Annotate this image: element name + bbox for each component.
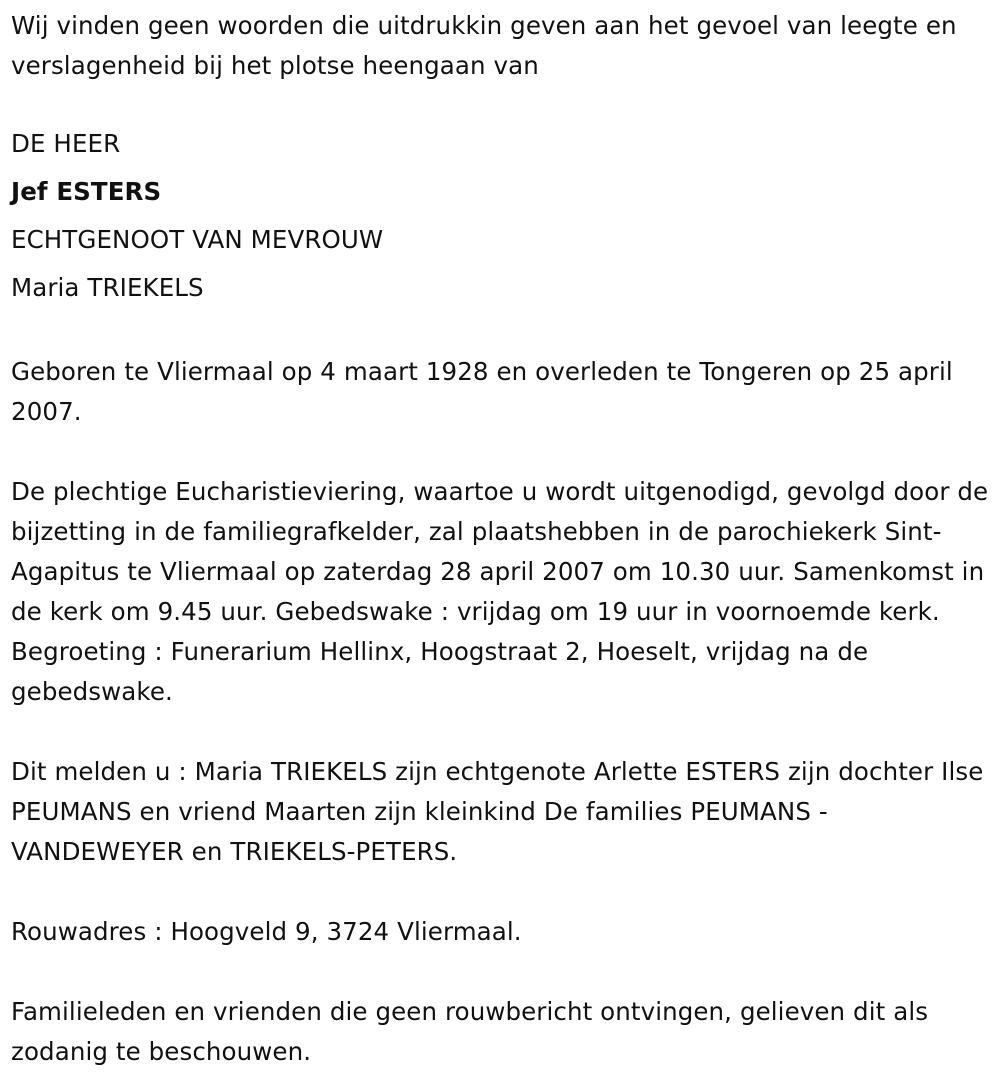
address-paragraph: Rouwadres : Hoogveld 9, 3724 Vliermaal. <box>11 917 522 946</box>
closing-paragraph: Familieleden en vrienden die geen rouwbericht ontvingen, gelieven dit als zodanig te beschouwen. <box>11 997 929 1066</box>
ceremony-paragraph: De plechtige Eucharistieviering, waartoe u wordt uitgenodigd, gevolgd door de bijzetting in de familiegrafkelder, zal plaatshebben in de parochiekerk Sint-Agapitus te Vliermaal op zaterdag 28 april 2007 om 10.30 uur. Samenkomst in de kerk om 9.45 uur. Gebedswake : vrijdag om 19 uur in voornoemde kerk. Begroeting : Funerarium Hellinx, Hoogstraat 2, Hoeselt, vrijdag na de gebedswake. <box>11 477 989 706</box>
birth-death-paragraph: Geboren te Vliermaal op 4 maart 1928 en overleden te Tongeren op 25 april 2007. <box>11 357 953 426</box>
announcers-paragraph: Dit melden u : Maria TRIEKELS zijn echtgenote Arlette ESTERS zijn dochter Ilse PEUMANS en vriend Maarten zijn kleinkind De families PEUMANS - VANDEWEYER en TRIEKELS-PETERS. <box>11 757 984 866</box>
deceased-name: Jef ESTERS <box>11 177 162 206</box>
intro-paragraph: Wij vinden geen woorden die uitdrukkin geven aan het gevoel van leegte en verslagenheid bij het plotse heengaan van <box>11 11 957 80</box>
relation-line: ECHTGENOOT VAN MEVROUW <box>11 225 384 254</box>
obituary-notice <box>11 6 991 1072</box>
spouse-name: Maria TRIEKELS <box>11 273 204 302</box>
title-line: DE HEER <box>11 129 121 158</box>
